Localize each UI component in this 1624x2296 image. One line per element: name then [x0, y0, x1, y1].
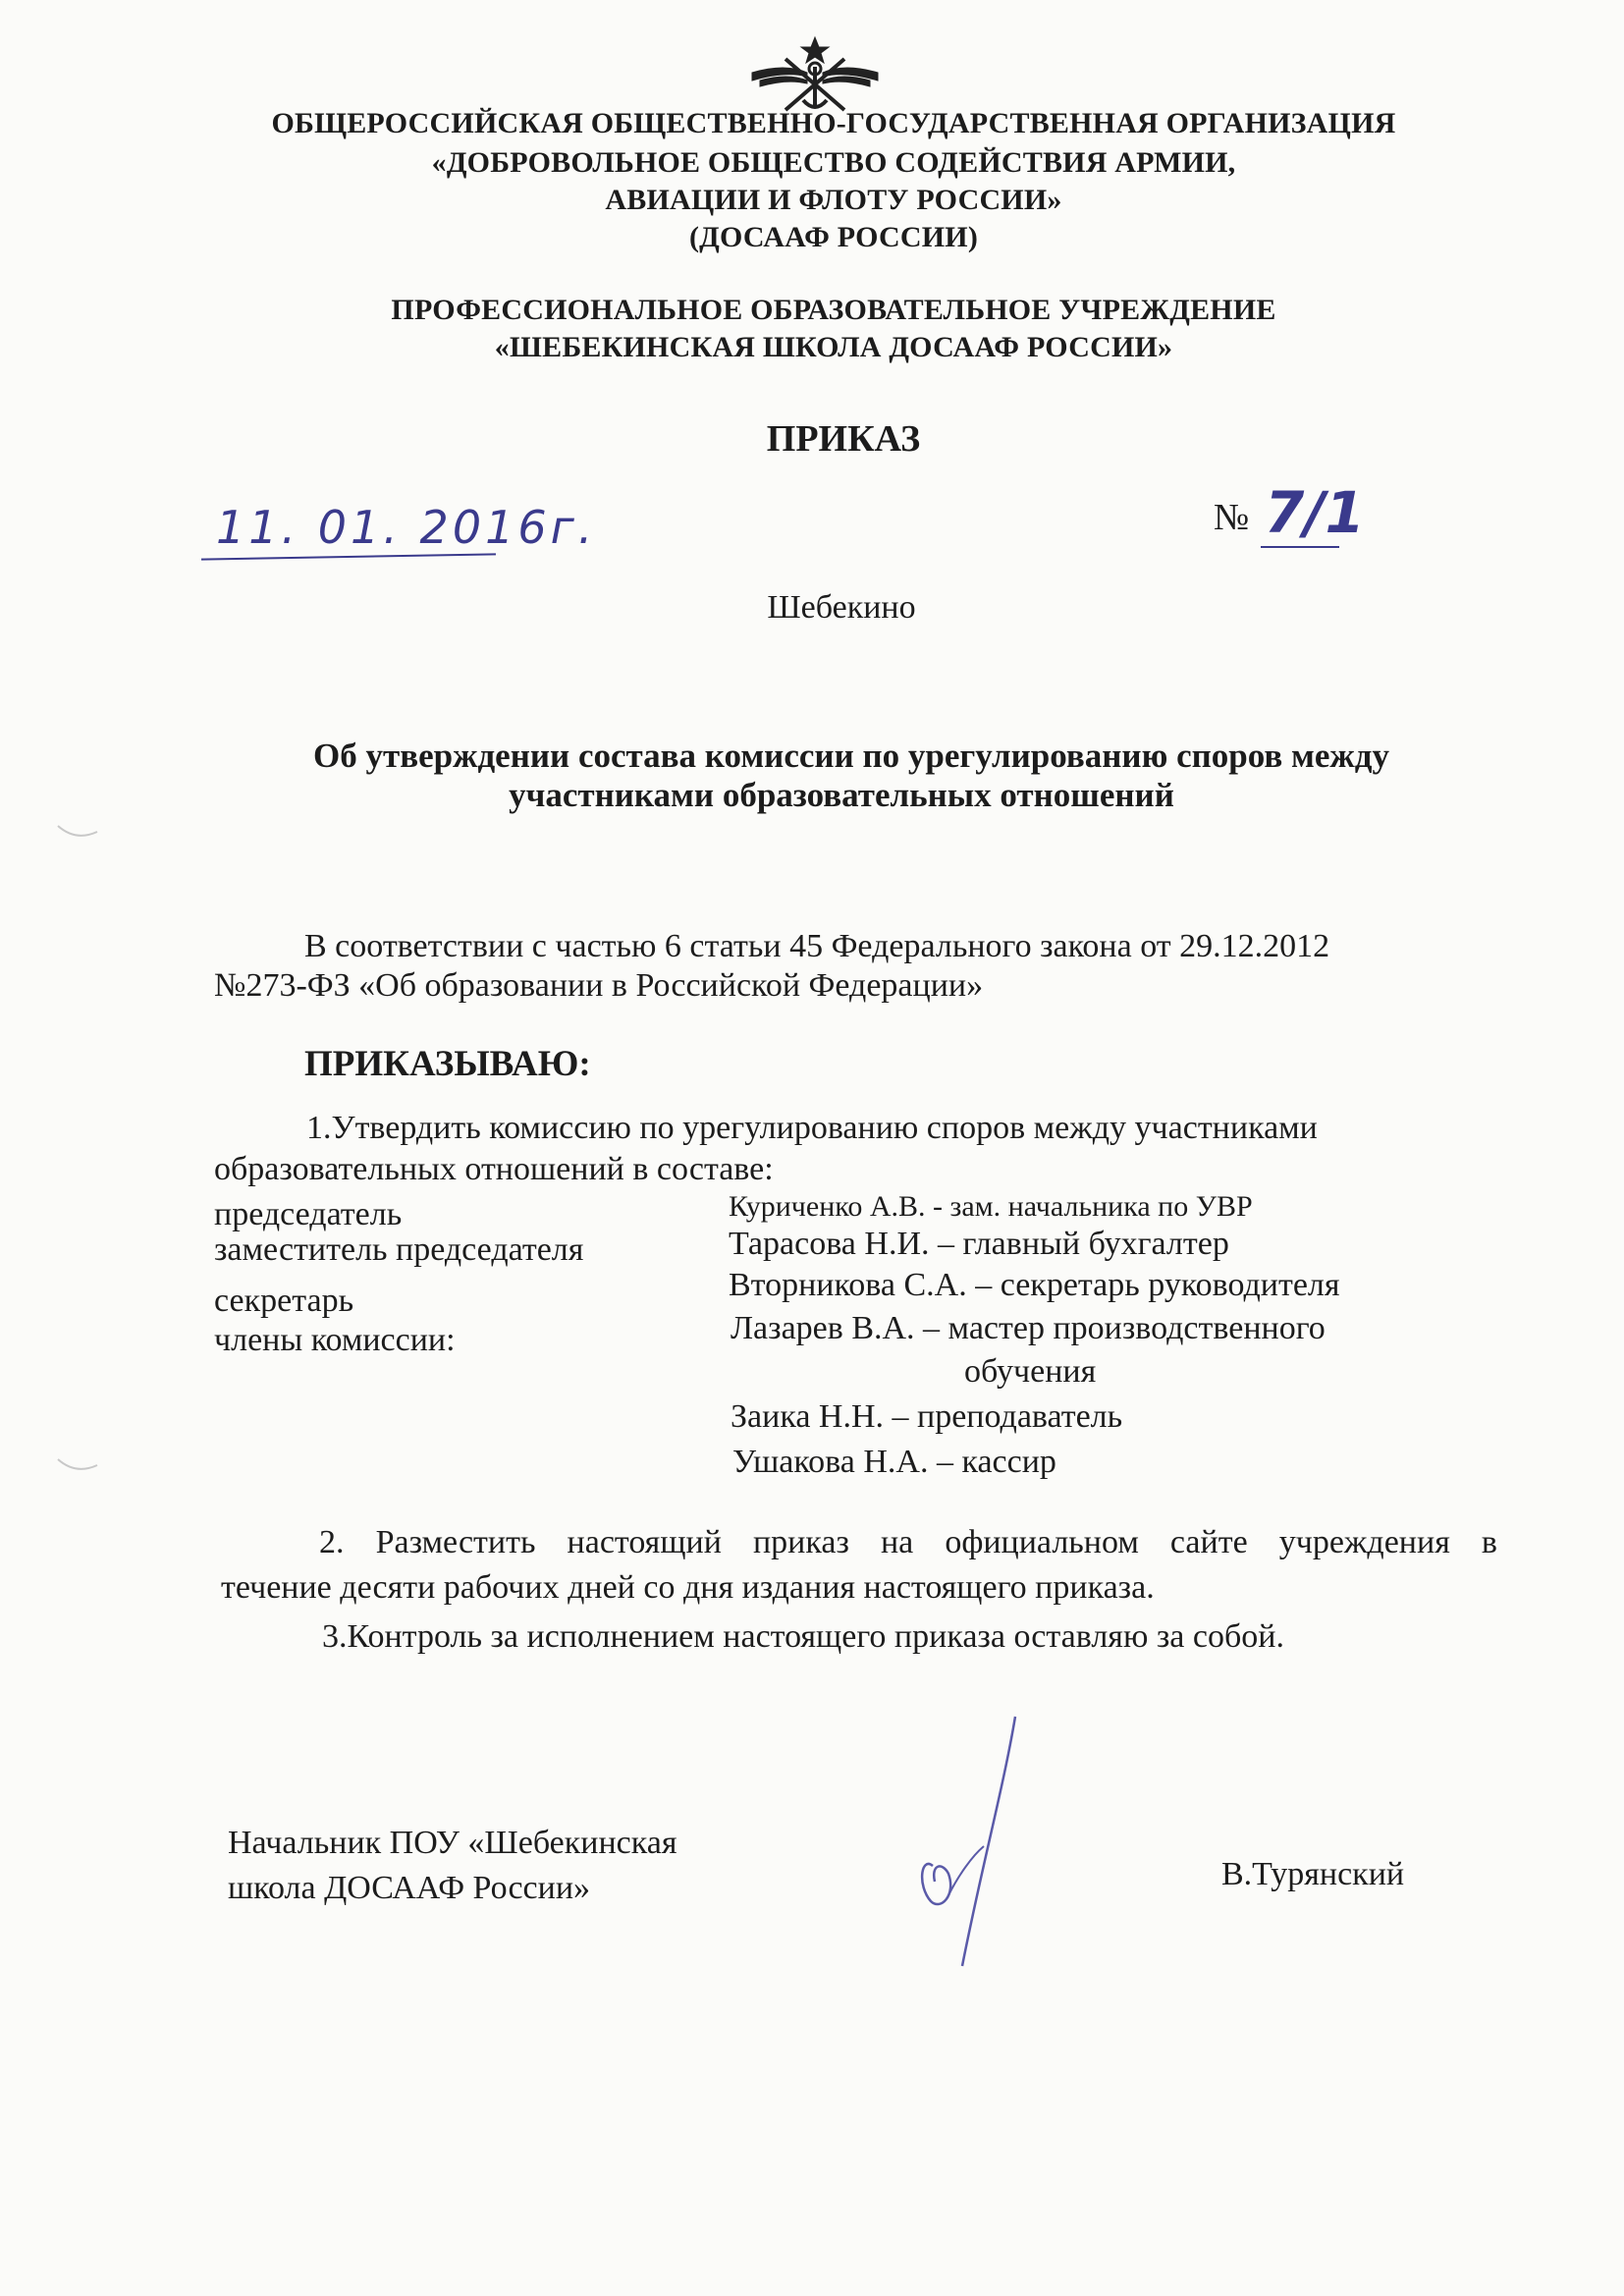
item3-line: 3.Контроль за исполнением настоящего приказа оставляю за собой. [322, 1618, 1284, 1655]
institution-name-line-1: ПРОФЕССИОНАЛЬНОЕ ОБРАЗОВАТЕЛЬНОЕ УЧРЕЖДЕНИЕ [391, 294, 1276, 326]
committee-person: Заика Н.Н. – преподаватель [731, 1398, 1123, 1435]
item2-line-2: течение десяти рабочих дней со дня издания настоящего приказа. [221, 1569, 1155, 1606]
dosaaf-emblem-icon [746, 29, 884, 118]
handwritten-order-number: 7/1 [1265, 479, 1365, 546]
committee-role: заместитель председателя [214, 1231, 584, 1268]
committee-person: Куриченко А.В. - зам. начальника по УВР [729, 1190, 1253, 1223]
institution-name-line-2: «ШЕБЕКИНСКАЯ ШКОЛА ДОСААФ РОССИИ» [494, 331, 1173, 363]
preamble-line-1: В соответствии с частью 6 статьи 45 Федерального закона от 29.12.2012 [304, 928, 1330, 964]
org-name-line-4: (ДОСААФ РОССИИ) [688, 221, 979, 253]
signatory-name: В.Турянский [1221, 1856, 1405, 1892]
order-number-label: № [1214, 497, 1250, 538]
item2-word: учреждения [1278, 1524, 1450, 1560]
handwritten-signature [913, 1709, 1051, 1974]
date-underline [201, 553, 496, 560]
committee-role: секретарь [214, 1283, 354, 1319]
item1-line-2: образовательных отношений в составе: [214, 1151, 774, 1187]
signatory-position-line-2: школа ДОСААФ России» [228, 1870, 591, 1906]
subject-line-1: Об утверждении состава комиссии по урегулированию споров между [313, 737, 1389, 775]
item1-line-1: 1.Утвердить комиссию по урегулированию споров между участниками [306, 1110, 1318, 1146]
item2-line-1 [319, 1524, 1497, 1561]
committee-role: члены комиссии: [214, 1322, 456, 1358]
committee-person: Вторникова С.А. – секретарь руководителя [729, 1267, 1340, 1303]
item2-word: сайте [1169, 1524, 1248, 1560]
committee-person: Лазарев В.А. – мастер производственного [731, 1310, 1326, 1346]
committee-person: Тарасова Н.И. – главный бухгалтер [729, 1226, 1229, 1262]
hole-punch-mark [54, 1453, 103, 1483]
org-name-line-2: «ДОБРОВОЛЬНОЕ ОБЩЕСТВО СОДЕЙСТВИЯ АРМИИ, [431, 146, 1236, 179]
org-name-line-1: ОБЩЕРОССИЙСКАЯ ОБЩЕСТВЕННО-ГОСУДАРСТВЕННАЯ ОРГАНИЗАЦИЯ [271, 107, 1396, 139]
committee-role: председатель [214, 1196, 403, 1232]
item2-word: на [880, 1524, 914, 1560]
item2-word: официальном [945, 1524, 1139, 1560]
committee-person: Ушакова Н.А. – кассир [732, 1444, 1056, 1480]
city-name: Шебекино [767, 589, 916, 626]
preamble-line-2: №273-ФЗ «Об образовании в Российской Федерации» [214, 967, 984, 1004]
hole-punch-mark [54, 820, 103, 849]
decree-word: ПРИКАЗЫВАЮ: [304, 1044, 591, 1084]
signatory-position-line-1: Начальник ПОУ «Шебекинская [228, 1825, 677, 1861]
number-underline [1261, 546, 1339, 548]
org-name-line-3: АВИАЦИИ И ФЛОТУ РОССИИ» [605, 184, 1062, 216]
item2-word: настоящий [567, 1524, 722, 1560]
document-title: ПРИКАЗ [766, 418, 921, 460]
subject-line-2: участниками образовательных отношений [509, 776, 1174, 814]
item2-word: 2. [319, 1524, 345, 1560]
item2-word: приказ [752, 1524, 849, 1560]
committee-person: обучения [964, 1353, 1097, 1390]
item2-word: Разместить [375, 1524, 536, 1560]
handwritten-date: 11. 01. 2016г. [216, 501, 597, 554]
item2-word: в [1481, 1524, 1497, 1560]
